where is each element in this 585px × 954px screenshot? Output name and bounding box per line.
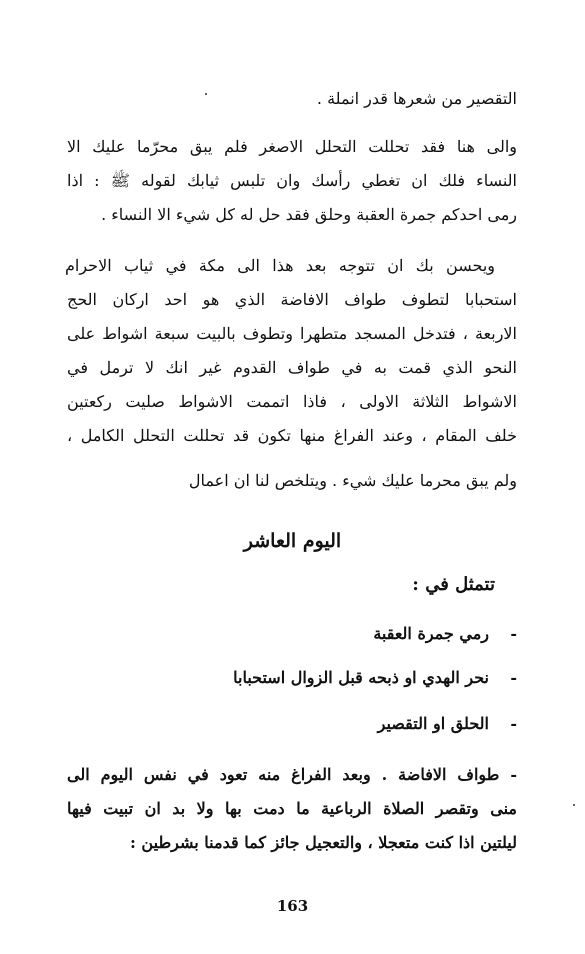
list-dash: -	[510, 668, 517, 687]
list-dash: -	[510, 714, 517, 733]
list-dash: -	[510, 624, 517, 643]
list-item-text: رمي جمرة العقبة	[373, 624, 489, 643]
text-line: استحبابا لتطوف طواف الافاضة الذي هو احد اركان الحج	[67, 290, 517, 309]
text-line: الاربعة ، فتدخل المسجد متطهرا وتطوف بالبيت سبعة اشواط على	[67, 324, 517, 343]
section-heading: اليوم العاشر	[243, 530, 342, 552]
text-line: التقصير من شعرها قدر انملة .	[316, 89, 517, 108]
text-line: ليلتين اذا كنت متعجلا ، والتعجيل جائز كما قدمنا بشرطين :	[129, 833, 517, 852]
page-number: 163	[276, 897, 309, 915]
list-item	[373, 624, 517, 643]
text-line: خلف المقام ، وعند الفراغ منها تكون قد تحللت التحلل الكامل ،	[67, 426, 517, 445]
text-line: - طواف الافاضة . وبعد الفراغ منه تعود في نفس اليوم الى	[67, 765, 517, 784]
text-line: ولم يبق محرما عليك شيء . ويتلخص لنا ان اعمال	[188, 471, 517, 490]
list-item-text: الحلق او التقصير	[377, 714, 489, 733]
text-line: النحو الذي قمت به في طواف القدوم غير انك لا ترمل في	[67, 358, 517, 377]
text-line: رمى احدكم جمرة العقبة وحلق فقد حل له كل شيء الا النساء .	[101, 205, 517, 224]
section-subheading: تتمثل في :	[412, 574, 495, 595]
text-line: الاشواط الثلاثة الاولى ، فاذا اتممت الاشواط صليت ركعتين	[67, 392, 517, 411]
text-line: والى هنا فقد تحللت التحلل الاصغر فلم يبق محرّما عليك الا	[67, 137, 517, 156]
print-speck	[205, 93, 207, 95]
text-line: ويحسن بك ان تتوجه بعد هذا الى مكة في ثياب الاحرام	[65, 256, 495, 275]
list-item	[233, 668, 517, 687]
list-item	[378, 714, 517, 733]
print-speck	[573, 804, 575, 806]
list-item-text: نحر الهدي او ذبحه قبل الزوال استحبابا	[233, 668, 489, 687]
text-line: النساء فلك ان تغطي رأسك وان تلبس ثيابك لقوله ﷺ : اذا	[67, 171, 517, 190]
text-line: منى وتقصر الصلاة الرباعية ما دمت بها ولا بد ان تبيت فيها	[67, 799, 517, 818]
